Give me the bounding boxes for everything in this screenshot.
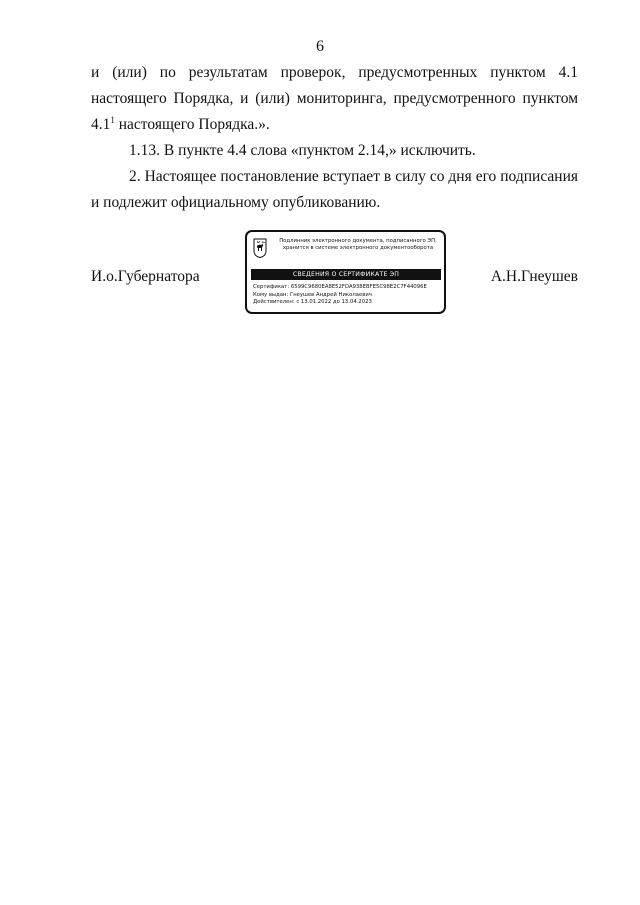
stamp-details [253,284,443,307]
stamp-note [273,238,443,252]
paragraph-text: и (или) по результатам проверок, предусмотренных пунктом 4.1 настоящего Порядка, и (или) мониторинга, предусмотренного пунктом 4.1 [91,64,578,133]
paragraph-tail: настоящего Порядка.». [114,116,270,133]
valid-label: Действителен: [253,299,295,305]
paragraph-continuation [91,60,578,138]
page-number: 6 [316,38,324,55]
electronic-signature-stamp [245,230,446,314]
paragraph-1-13: 1.13. В пункте 4.4 слова «пунктом 2.14,» исключить. [129,142,476,159]
valid-row [253,299,443,307]
issued-to-label: Кому выдан: [253,291,289,298]
superscript: 1 [110,114,115,125]
stamp-note-line: Подлинник электронного документа, подписанного ЭП, [279,238,437,244]
signatory-name: А.Н.Гнеушев [490,268,578,285]
issued-to-value: Гнеушев Андрей Николаевич [289,291,372,298]
stamp-header: СВЕДЕНИЯ О СЕРТИФИКАТЕ ЭП [251,269,441,280]
issued-to-row [253,292,443,300]
document-body [91,60,578,216]
signatory-position: И.о.Губернатора [91,268,200,285]
valid-value: с 13.01.2022 до 13.04.2023 [296,299,372,305]
certificate-value: 6599C9680EA8E52FDA938EBFE5C98E2C7F44096E [290,284,427,290]
certificate-label: Сертификат: [253,284,290,290]
certificate-row [253,284,443,292]
stamp-note-line: хранится в системе электронного документооборота [282,245,434,251]
deer-emblem-icon [253,238,267,258]
paragraph-2: 2. Настоящее постановление вступает в силу со дня его подписания и подлежит официальному опубликованию. [91,168,578,211]
